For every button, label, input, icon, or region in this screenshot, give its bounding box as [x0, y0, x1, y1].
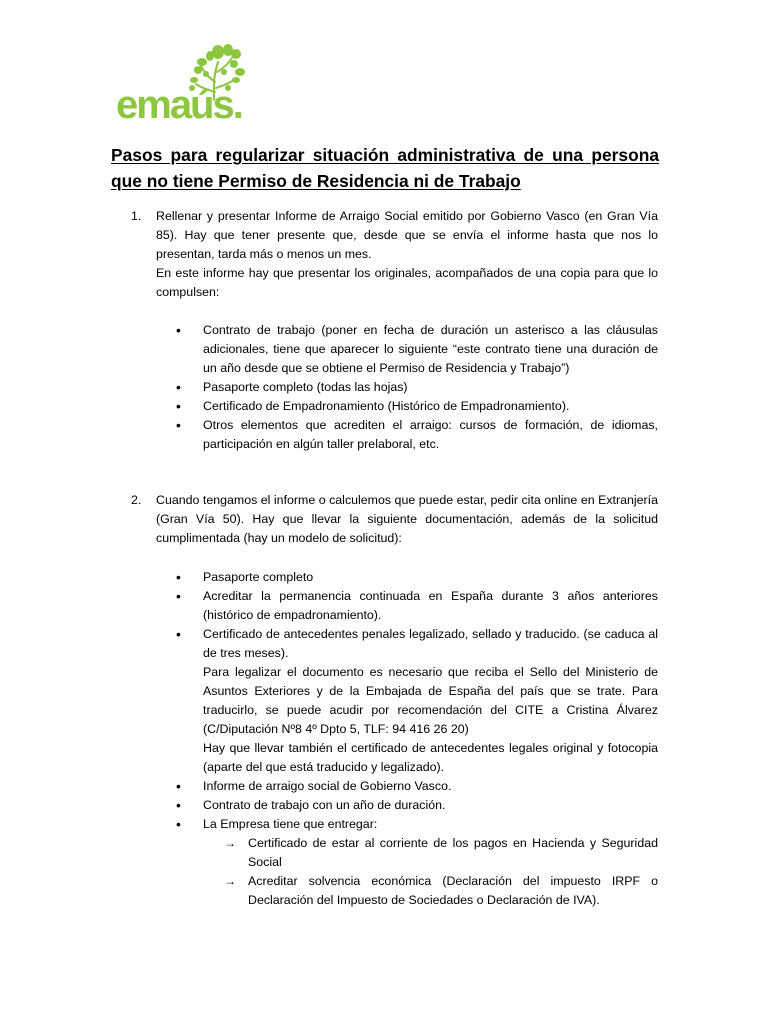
step-1 — [131, 207, 658, 302]
step-2-bullet-list — [176, 568, 658, 910]
bullet-text-2: Para legalizar el documento es necesario que reciba el Sello del Ministerio de Asuntos Exteriores y de la Embajada de España del país que se trate. Para traducirlo, se puede acudir por recomendación del CITE a Cristina Álvarez (C/Diputación Nº8 4º Dpto 5, TLF: 94 416 26 20) — [203, 665, 658, 736]
step-2-paragraph-1: Cuando tengamos el informe o calculemos que puede estar, pedir cita online en Extranjería (Gran Vía 50). Hay que llevar la siguiente documentación, además de la solicitud cumplimentada (hay un modelo de solicitud): — [156, 493, 658, 545]
step-1-paragraph-1: Rellenar y presentar Informe de Arraigo Social emitido por Gobierno Vasco (en Gran Vía 85). Hay que tener presente que, desde que se envía el informe hasta que nos lo presentan, tarda más o menos un mes. — [156, 209, 658, 261]
bullet-dot-icon: • — [176, 797, 181, 813]
bullet-dot-icon: • — [176, 816, 181, 832]
bullet-text-1: Certificado de antecedentes penales legalizado, sellado y traducido. (se caduca al de tres meses). — [203, 627, 658, 660]
list-item: • Pasaporte completo (todas las hojas) — [176, 379, 408, 395]
list-item: • Informe de arraigo social de Gobierno Vasco. — [176, 778, 452, 794]
right-arrow-icon: → — [224, 836, 236, 850]
list-item: • Contrato de trabajo (poner en fecha de duración un asterisco a las cláusulas adicionales, tiene que aparecer lo siguiente “este contrato tiene una duración de un año desde que se obtiene el Permiso de Residencia y Trabajo”) — [176, 322, 658, 375]
step-2 — [131, 491, 658, 548]
sub-list — [203, 834, 658, 910]
sub-list-item: → Acreditar solvencia económica (Declaración del impuesto IRPF o Declaración del Impuesto de Sociedades o Declaración de IVA). — [224, 874, 658, 907]
logo-wordmark: emaús. — [116, 83, 242, 122]
list-item — [176, 625, 658, 777]
step-number: 1. — [131, 209, 142, 223]
step-1-paragraph-2: En este informe hay que presentar los originales, acompañados de una copia para que lo compulsen: — [156, 266, 658, 299]
bullet-dot-icon: • — [176, 569, 181, 585]
bullet-dot-icon: • — [176, 626, 181, 642]
bullet-dot-icon: • — [176, 588, 181, 604]
step-number: 2. — [131, 493, 142, 507]
list-item: • La Empresa tiene que entregar: → Certificado de estar al corriente de los pagos en Hacienda y Seguridad Social → Acreditar solvencia económica (Declaración del impuesto IRPF o Declaración del Impuesto de Sociedades o Declaración de IVA). — [203, 815, 658, 910]
logo-graphic — [116, 42, 266, 122]
bullet-dot-icon: • — [176, 398, 181, 414]
bullet-text-3: Hay que llevar también el certificado de antecedentes legales original y fotocopia (aparte del que está traducido y legalizado). — [203, 741, 658, 774]
list-item: • Certificado de Empadronamiento (Histórico de Empadronamiento). — [176, 398, 570, 414]
document-title: Pasos para regularizar situación administrativa de una persona que no tiene Permiso de Residencia ni de Trabajo — [111, 145, 659, 191]
list-item: • Acreditar la permanencia continuada en España durante 3 años anteriores (histórico de empadronamiento). — [176, 588, 658, 622]
bullet-dot-icon: • — [176, 778, 181, 794]
emaus-logo — [116, 42, 266, 122]
list-item: • Otros elementos que acrediten el arraigo: cursos de formación, de idiomas, participación en algún taller prelaboral, etc. — [176, 417, 658, 451]
bullet-dot-icon: • — [176, 417, 181, 433]
sub-list-item: → Certificado de estar al corriente de los pagos en Hacienda y Seguridad Social — [224, 836, 658, 869]
list-item: • Contrato de trabajo con un año de duración. — [176, 797, 446, 813]
bullet-dot-icon: • — [176, 322, 181, 338]
bullet-dot-icon: • — [176, 379, 181, 395]
right-arrow-icon: → — [224, 874, 236, 888]
list-item: • Pasaporte completo — [176, 569, 314, 585]
step-1-bullet-list — [176, 321, 658, 454]
